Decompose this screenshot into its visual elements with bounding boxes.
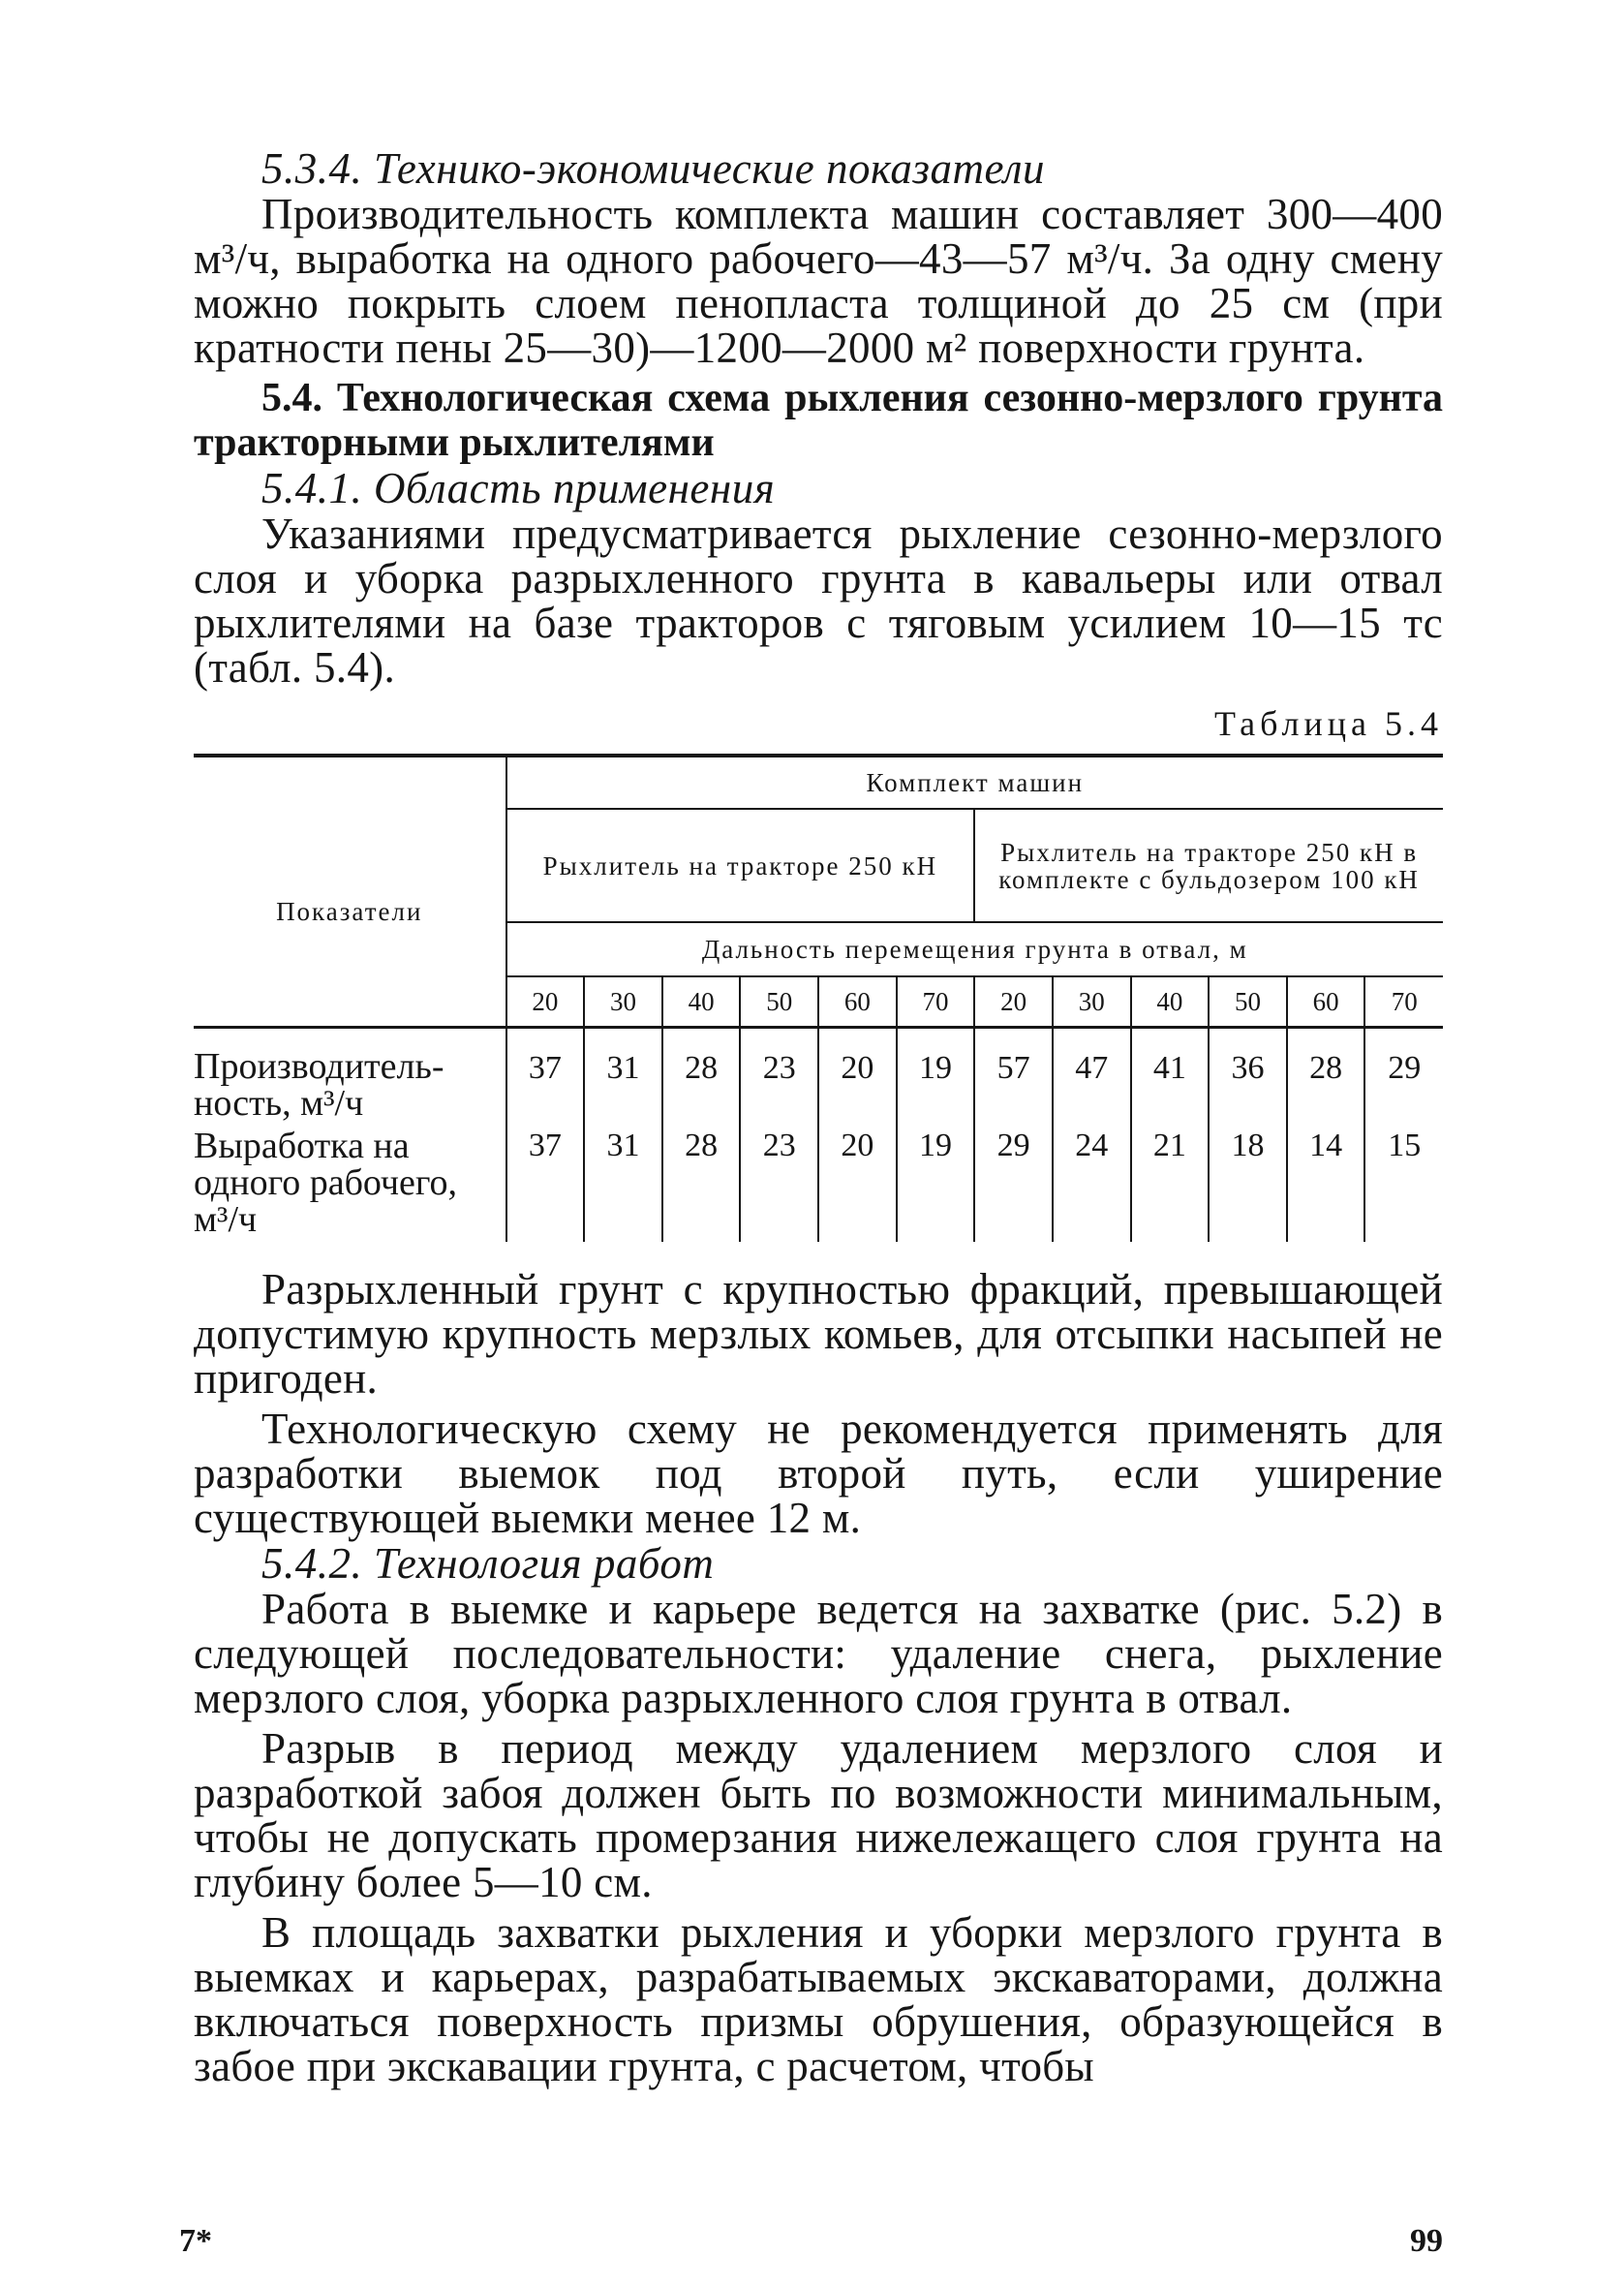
section-5-3-4-text: Производительность комплекта машин составляет 300—400 м³/ч, выработка на одного рабочего—43—57 м³/ч. За одну смену можно покрыть слоем пенопласта толщиной до 25 см (при кратности пены 25—30)—1200—2000 м² поверхности грунта. xyxy=(194,190,1443,372)
distance-cell: 50 xyxy=(740,976,818,1028)
table-cell: 41 xyxy=(1131,1028,1210,1128)
paragraph-4: Разрыв в период между удалением мерзлого слоя и разработкой забоя должен быть по возможности минимальным, чтобы не допускать промерзания нижележащего слоя грунта на глубину более 5—10 см. xyxy=(194,1724,1443,1906)
table-5-4 xyxy=(194,754,1443,1242)
distance-cell: 30 xyxy=(1053,976,1131,1028)
table-cell: 28 xyxy=(1287,1028,1365,1128)
section-5-4-2-title: 5.4.2. Технология работ xyxy=(261,1539,715,1588)
section-5-4-title: 5.4. Технологическая схема рыхления сезонно-мерзлого грунта тракторными рыхлителями xyxy=(194,376,1443,465)
distance-cell: 50 xyxy=(1209,976,1287,1028)
section-5-4-1-text: Указаниями предусматривается рыхление сезонно-мерзлого слоя и уборка разрыхленного грунта в кавальеры или отвал рыхлителями на базе тракторов с тяговым усилием 10—15 тс (табл. 5.4). xyxy=(194,510,1443,692)
distance-cell: 20 xyxy=(974,976,1053,1028)
table-cell: 47 xyxy=(1053,1028,1131,1128)
table-cell: 20 xyxy=(818,1028,897,1128)
distance-cell: 20 xyxy=(506,976,585,1028)
table-cell: 21 xyxy=(1131,1128,1210,1242)
table-cell: 31 xyxy=(584,1128,662,1242)
header-ripper-bulldozer: Рыхлитель на тракторе 250 кН в комплекте с бульдозером 100 кН xyxy=(974,809,1443,922)
table-cell: 36 xyxy=(1209,1028,1287,1128)
page-content xyxy=(179,144,1443,2259)
table-cell: 23 xyxy=(740,1128,818,1242)
table-cell: 29 xyxy=(1364,1028,1443,1128)
header-indicators: Показатели xyxy=(194,756,506,1028)
table-cell: 18 xyxy=(1209,1128,1287,1242)
table-cell: 31 xyxy=(584,1028,662,1128)
distance-cell: 70 xyxy=(1364,976,1443,1028)
distance-cell: 60 xyxy=(1287,976,1365,1028)
distance-cell: 40 xyxy=(1131,976,1210,1028)
table-row xyxy=(194,1028,1443,1128)
table-caption: Таблица 5.4 xyxy=(1214,704,1443,743)
header-distance: Дальность перемещения грунта в отвал, м xyxy=(506,922,1444,976)
header-ripper-250: Рыхлитель на тракторе 250 кН xyxy=(506,809,975,922)
section-5-4-1-title: 5.4.1. Область применения xyxy=(261,464,776,512)
page-number: 99 xyxy=(1410,2223,1443,2259)
distance-cell: 30 xyxy=(584,976,662,1028)
table-row xyxy=(194,1128,1443,1242)
table-cell: 19 xyxy=(897,1028,975,1128)
footer-signature-mark: 7* xyxy=(179,2223,212,2259)
table-cell: 29 xyxy=(974,1128,1053,1242)
table-cell: 28 xyxy=(662,1028,741,1128)
paragraph-5: В площадь захватки рыхления и уборки мерзлого грунта в выемках и карьерах, разрабатываемых экскаваторами, должна включаться поверхность призмы обрушения, образующейся в забое при экскавации грунта, с расчетом, чтобы xyxy=(194,1908,1443,2090)
table-cell: 37 xyxy=(506,1128,585,1242)
distance-cell: 60 xyxy=(818,976,897,1028)
table-cell: 14 xyxy=(1287,1128,1365,1242)
table-cell: 37 xyxy=(506,1028,585,1128)
table-cell: 57 xyxy=(974,1028,1053,1128)
table-cell: 15 xyxy=(1364,1128,1443,1242)
table-cell: 24 xyxy=(1053,1128,1131,1242)
row-label: Выработка на одного рабочего, м³/ч xyxy=(194,1126,458,1240)
table-cell: 23 xyxy=(740,1028,818,1128)
table-cell: 28 xyxy=(662,1128,741,1242)
row-label: Производитель-ность, м³/ч xyxy=(194,1046,444,1124)
distance-cell: 70 xyxy=(897,976,975,1028)
distance-cell: 40 xyxy=(662,976,741,1028)
paragraph-1: Разрыхленный грунт с крупностью фракций, превышающей допустимую крупность мерзлых комьев, для отсыпки насыпей не пригоден. xyxy=(194,1265,1443,1403)
section-5-3-4-title: 5.3.4. Технико-экономические показатели xyxy=(261,144,1045,193)
table-cell: 20 xyxy=(818,1128,897,1242)
header-machine-set: Комплект машин xyxy=(506,756,1444,809)
paragraph-3: Работа в выемке и карьере ведется на захватке (рис. 5.2) в следующей последовательности: удаление снега, рыхление мерзлого слоя, уборка разрыхленного слоя грунта в отвал. xyxy=(194,1585,1443,1722)
paragraph-2: Технологическую схему не рекомендуется применять для разработки выемок под второй путь, если уширение существующей выемки менее 12 м. xyxy=(194,1405,1443,1542)
table-cell: 19 xyxy=(897,1128,975,1242)
